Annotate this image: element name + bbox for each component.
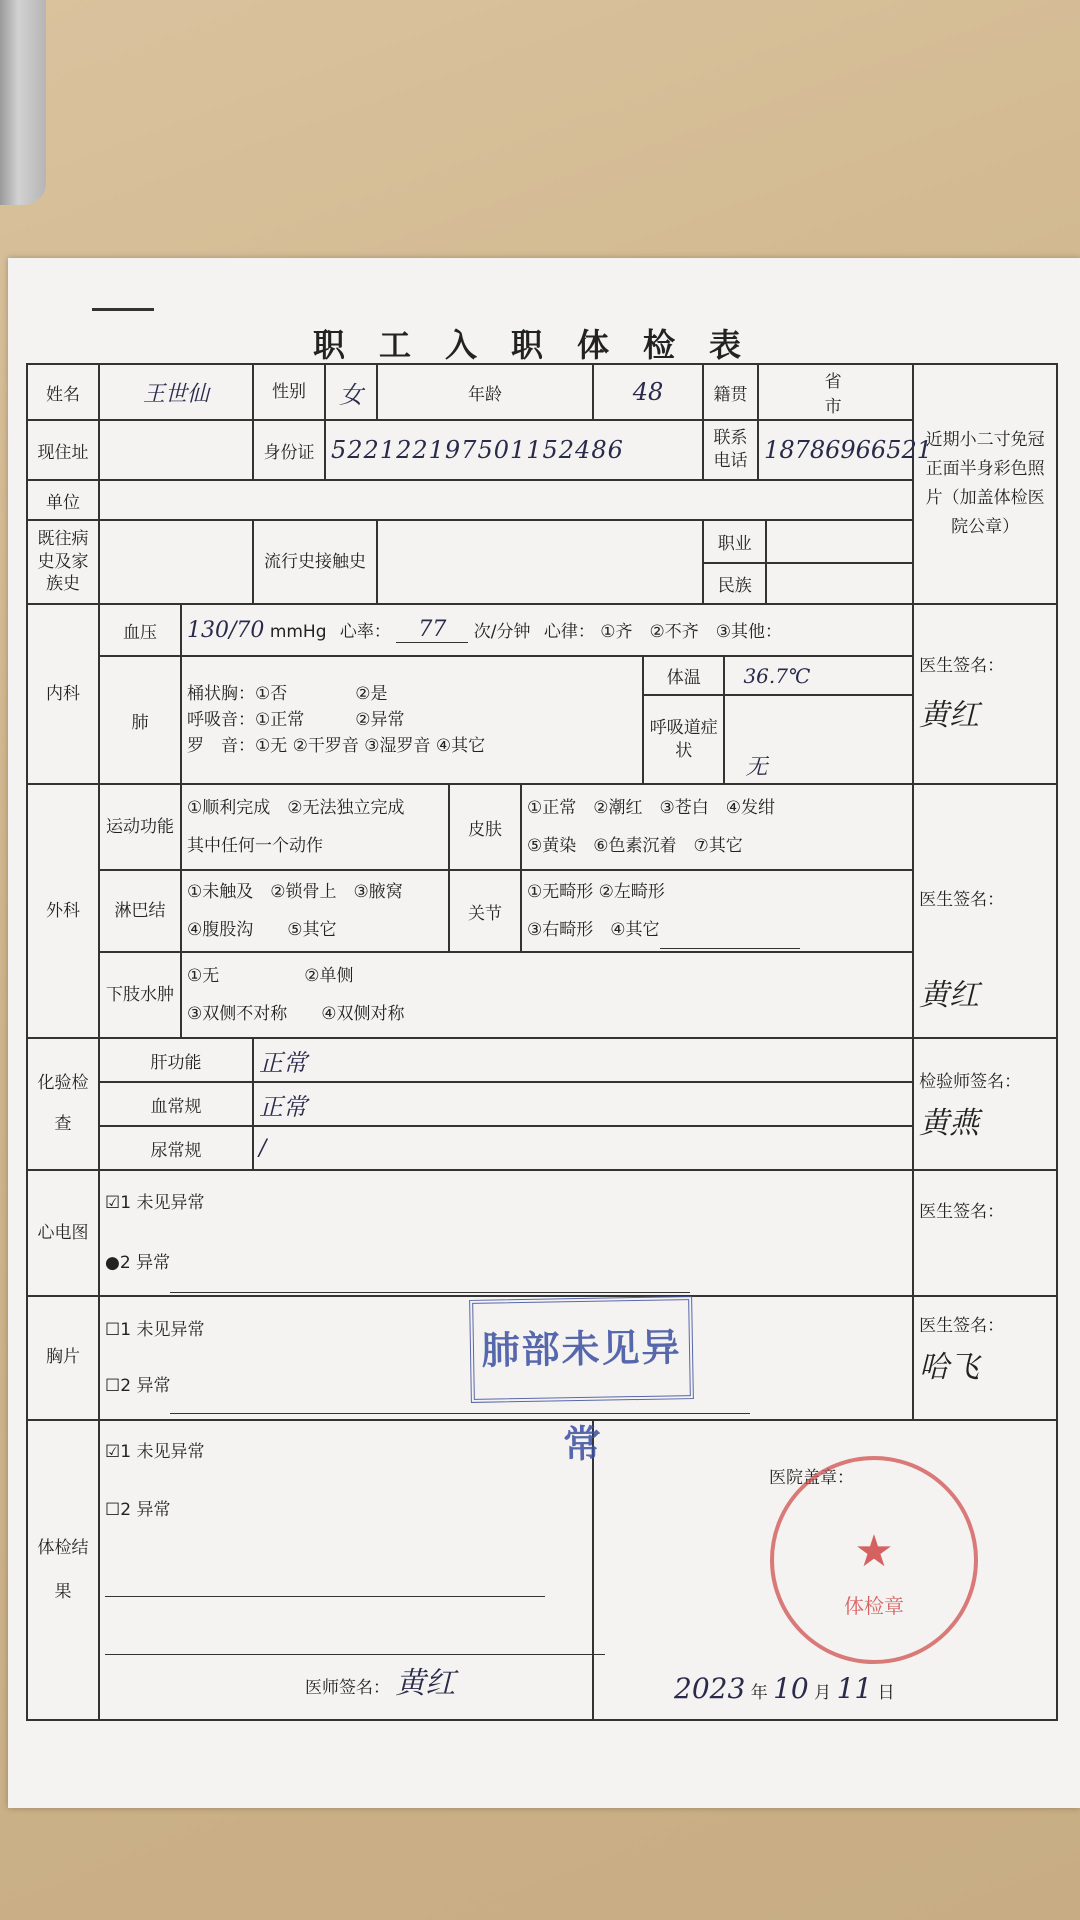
age-value: 48	[593, 364, 703, 420]
date-day: 11	[836, 1672, 873, 1705]
epi-label: 流行史接触史	[253, 520, 377, 604]
resp-value: 无	[745, 755, 768, 780]
address-value	[99, 420, 253, 480]
lung-normal-stamp: 肺部未见异常	[469, 1296, 694, 1403]
internal-section: 内科	[27, 604, 99, 784]
temp-value: 36.7℃	[724, 657, 912, 695]
skin-options: ①正常 ②潮红 ③苍白 ④发绀	[527, 798, 775, 818]
hr-unit: 次/分钟	[473, 622, 531, 642]
address-label: 现住址	[27, 420, 99, 480]
edema-options-2: ③双侧不对称 ④双侧对称	[187, 1004, 405, 1024]
date-month-unit: 月	[814, 1683, 832, 1703]
age-label: 年龄	[377, 364, 593, 420]
bp-value: 130/70	[187, 618, 265, 643]
exam-form-sheet	[8, 258, 1080, 1808]
result-section: 体检结果	[27, 1420, 99, 1720]
unit-label: 单位	[27, 480, 99, 520]
lab-section: 化验检查	[27, 1038, 99, 1170]
urine-value: /	[253, 1126, 913, 1170]
joint-options: ①无畸形 ②左畸形	[527, 882, 665, 902]
gender-value: 女	[325, 364, 377, 420]
date-month: 10	[773, 1672, 809, 1705]
internal-doctor-label: 医生签名：	[919, 656, 1005, 676]
province-label: 省	[824, 372, 882, 392]
ecg-option-abnormal: 2 异常	[119, 1253, 171, 1273]
idcard-value: 522122197501152486	[325, 420, 703, 480]
corner-mark	[92, 308, 154, 311]
ecg-signer-label: 医生签名：	[913, 1170, 1057, 1296]
hospital-seal	[770, 1456, 978, 1664]
hr-value: 77	[396, 617, 468, 643]
rhythm-options: ①齐 ②不齐 ③其他：	[600, 622, 783, 642]
form-title: 职工入职体检表	[312, 326, 775, 364]
liver-value: 正常	[253, 1038, 913, 1082]
idcard-label: 身份证	[253, 420, 325, 480]
ethnic-label: 民族	[704, 563, 766, 603]
photo-box: 近期小二寸免冠正面半身彩色照片（加盖体检医院公章）	[913, 364, 1057, 604]
joint-options-2: ③右畸形 ④其它	[527, 920, 660, 940]
temp-label: 体温	[644, 657, 724, 695]
motor-label: 运动功能	[99, 784, 181, 870]
edema-label: 下肢水肿	[99, 952, 181, 1038]
bp-label: 血压	[99, 604, 181, 656]
edema-options: ①无 ②单侧	[187, 966, 354, 986]
history-label: 既往病史及家族史	[27, 520, 99, 604]
mug-edge	[0, 0, 46, 205]
rales: 罗 音：①无 ②干罗音 ③湿罗音 ④其它	[187, 736, 486, 756]
phone-value: 18786966521	[758, 420, 913, 480]
lab-signer-label: 检验师签名：	[919, 1071, 1022, 1092]
blood-label: 血常规	[99, 1082, 253, 1126]
star-icon: ★	[854, 1526, 894, 1577]
surgery-doctor-label: 医生签名：	[919, 890, 1005, 910]
phone-label: 联系电话	[703, 420, 758, 480]
job-value	[766, 521, 912, 563]
chest-signer-label: 医生签名：	[919, 1316, 1005, 1336]
date-year: 2023	[674, 1672, 746, 1705]
resp-label: 呼吸道症状	[644, 695, 724, 783]
ecg-option-normal: 1 未见异常	[120, 1193, 205, 1213]
breath-sound: 呼吸音：①正常 ②异常	[187, 710, 405, 730]
hospital-stamp-label: 医院盖章：	[769, 1468, 855, 1488]
lymph-options-2: ④腹股沟 ⑤其它	[187, 920, 337, 940]
lymph-label: 淋巴结	[99, 870, 181, 952]
skin-label: 皮肤	[449, 784, 521, 870]
epi-value	[377, 520, 703, 604]
result-option-normal: 1 未见异常	[120, 1442, 205, 1462]
ethnic-value	[766, 563, 912, 603]
city-label: 市	[824, 397, 882, 417]
gender-label: 性别	[253, 364, 325, 420]
chest-section: 胸片	[27, 1296, 99, 1420]
unit-value	[99, 480, 913, 520]
blood-value: 正常	[253, 1082, 913, 1126]
lung-label: 肺	[99, 656, 181, 784]
liver-label: 肝功能	[99, 1038, 253, 1082]
surgery-section: 外科	[27, 784, 99, 1038]
hospital-seal-text: 体检章	[844, 1594, 904, 1618]
result-doctor-signature: 黄红	[395, 1666, 456, 1701]
history-value	[99, 520, 253, 604]
native-label: 籍贯	[703, 364, 758, 420]
urine-label: 尿常规	[99, 1126, 253, 1170]
internal-doctor-signature: 黄红	[919, 698, 980, 733]
job-label: 职业	[704, 521, 766, 563]
motor-options-2: 其中任何一个动作	[187, 836, 323, 856]
name-label: 姓名	[27, 364, 99, 420]
hr-label: 心率：	[339, 622, 391, 642]
result-option-abnormal: 2 异常	[120, 1500, 171, 1520]
rhythm-label: 心律：	[543, 622, 595, 642]
exam-table: 姓名 王世仙 性别 女 年龄 48 籍贯 省市 近期小二寸免冠正面半身彩色照片（加盖体检医院公章） 现住址 身份证 522122197501152486 联系电话 18786966521 单位 既往病史及家族史 流行史接触史 职业 民族 内科 血压 130/70 mmHg 心率： 77 次/分钟 心律： ①齐 ②不齐 ③其他： 医生签名： 黄红 肺 桶状胸：①否 ②是 呼吸音：①正常 ②异常 罗 音：①无 ②干罗音 ③湿罗音 ④其它 体温 36.7℃ 呼吸道症状 无 外科 运动功能 ①顺利完成 ②无法独立完成 其中任何一个动作 皮肤 ①正常 ②潮红 ③苍白 ④发绀 ⑤黄染 ⑥色素沉着 ⑦其它 医生签名： 黄红 淋巴结 ①未触及 ②锁骨上 ③腋窝 ④腹股沟 ⑤其它 关节 ①无畸形 ②左畸形 ③右畸形 ④其它 下肢水肿 ①无 ②单侧 ③双侧不对称 ④双侧对称 化验检查 肝功能 正常 检验师签名： 黄燕 血常规 正常 尿常规 / 心电图 ☑1 未见异常 ●2 异常 医生签名： 胸片 ☐1 未见异常 ☐2 异常 医生签名： 哈飞 体检结果 ☑1 未见异常 ☐2 异常 医师签名： 黄红 医院盖章： 2023 年 10 月 11 日	[26, 363, 1058, 1721]
date-year-unit: 年	[750, 1683, 768, 1703]
chest-signer-signature: 哈飞	[919, 1350, 980, 1385]
result-doctor-label: 医师签名：	[305, 1678, 390, 1698]
name-value: 王世仙	[99, 364, 253, 420]
skin-options-2: ⑤黄染 ⑥色素沉着 ⑦其它	[527, 836, 743, 856]
lab-signer-signature: 黄燕	[919, 1105, 980, 1141]
joint-label: 关节	[449, 870, 521, 952]
chest-option-abnormal: 2 异常	[120, 1376, 171, 1396]
lymph-options: ①未触及 ②锁骨上 ③腋窝	[187, 882, 403, 902]
ecg-section: 心电图	[27, 1170, 99, 1296]
bp-unit: mmHg	[269, 622, 327, 642]
date-day-unit: 日	[877, 1683, 895, 1703]
chest-option-normal: 1 未见异常	[120, 1320, 205, 1340]
surgery-doctor-signature: 黄红	[919, 978, 980, 1013]
barrel-chest: 桶状胸：①否 ②是	[187, 684, 388, 704]
motor-options: ①顺利完成 ②无法独立完成	[187, 798, 405, 818]
